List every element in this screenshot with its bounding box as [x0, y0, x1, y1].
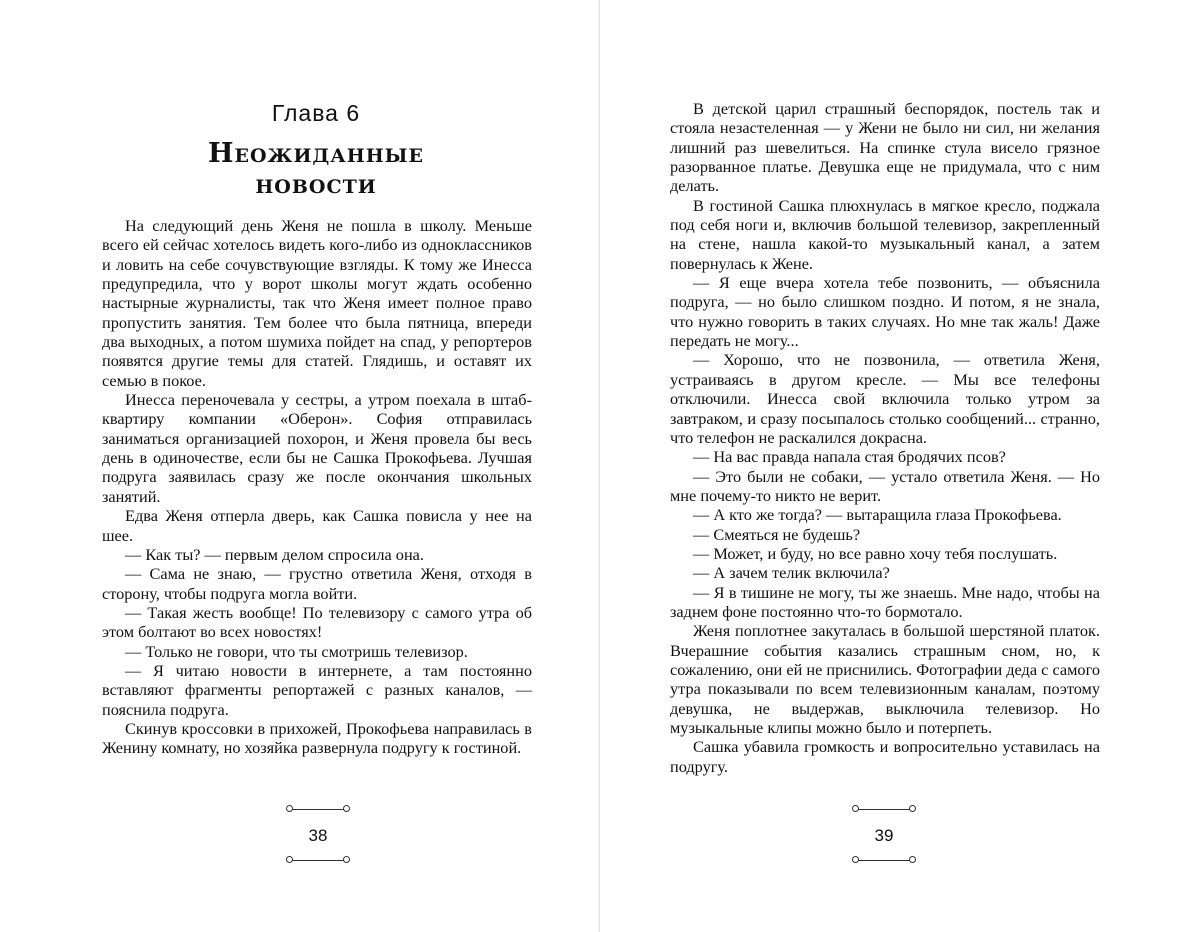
paragraph: — Я еще вчера хотела тебе позвонить, — объяснила подруга, — но было слишком поздно. И потом, я не знала, что нужно говорить в таких случаях. Но мне так жаль! Даже передать не могу... — [670, 273, 1100, 351]
paragraph: Скинув кроссовки в прихожей, Прокофьева направилась в Женину комнату, но хозяйка развернула подругу к гостиной. — [102, 718, 532, 758]
page-number-left: 38 — [308, 826, 328, 845]
page-ornament-top — [286, 805, 350, 813]
paragraph: — Я читаю новости в интернете, а там постоянно вставляют фрагменты репортажей с разных каналов, — пояснила подруга. — [102, 660, 532, 719]
page-ornament-bottom — [852, 856, 916, 864]
paragraph: — А зачем телик включила? — [693, 563, 890, 583]
paragraph: — Только не говори, что ты смотришь телевизор. — [125, 641, 468, 661]
paragraph: — Как ты? — первым делом спросила она. — [125, 544, 424, 564]
paragraph: Женя поплотнее закуталась в большой шерстяной платок. Вчерашние события казались страшным сном, но, к сожалению, они ей не приснились. Фотографии деда с самого утра показывали по всем телевизионным каналам, поэтому девушка, не выдержав, выключила телевизор. Но музыкальные клипы можно было и потерпеть. — [670, 621, 1100, 737]
page-number-right: 39 — [874, 826, 894, 845]
paragraph: — Хорошо, что не позвонила, — ответила Женя, устраиваясь в другом кресле. — Мы все телефоны отключили. Инесса свой включила только утром за завтраком, и сразу посыпалось столько сообщений... странно, что телефон не раскалился докрасна. — [670, 350, 1100, 447]
page-ornament-bottom — [286, 856, 350, 864]
paragraph: На следующий день Женя не пошла в школу. Меньше всего ей сейчас хотелось видеть кого-либо из одноклассников и ловить на себе сочувствующие взгляды. К тому же Инесса предупредила, что у ворот школы могут ждать особенно настырные журналисты, так что Женя имеет полное право пропустить занятия. Тем более что была пятница, впереди два выходных, а потом шумиха пойдет на спад, у репортеров появятся другие темы для статей. Глядишь, и оставят их семью в покое. — [102, 216, 532, 390]
paragraph: Сашка убавила громкость и вопросительно уставилась на подругу. — [670, 737, 1100, 776]
paragraph: — На вас правда напала стая бродячих псов? — [693, 447, 1006, 467]
paragraph: — Такая жесть вообще! По телевизору с самого утра об этом болтают во всех новостях! — [102, 602, 532, 642]
chapter-title-line: Неожиданные — [207, 138, 424, 169]
paragraph: Едва Женя отперла дверь, как Сашка повисла у нее на шее. — [102, 506, 532, 545]
left-page-body — [102, 216, 532, 758]
paragraph: Инесса переночевала у сестры, а утром поехала в штаб-квартиру компании «Оберон». София отправилась заниматься организацией похорон, и Женя провела бы весь день в одиночестве, если бы не Сашка Прокофьева. Лучшая подруга заявилась сразу же после окончания школьных занятий. — [102, 390, 532, 506]
paragraph: — А кто же тогда? — вытаращила глаза Прокофьева. — [693, 505, 1062, 525]
chapter-title — [0, 138, 632, 200]
page-ornament-top — [852, 805, 916, 813]
chapter-label: Глава 6 — [271, 100, 361, 126]
paragraph: — Это были не собаки, — устало ответила Женя. — Но мне почему-то никто не верит. — [670, 466, 1100, 505]
paragraph: — Смеяться не будешь? — [693, 524, 861, 544]
chapter-title-line: новости — [255, 169, 377, 200]
right-page-body — [670, 99, 1100, 776]
paragraph: — Может, и буду, но все равно хочу тебя послушать. — [693, 543, 1058, 563]
paragraph: В детской царил страшный беспорядок, постель так и стояла незастеленная — у Жени не было ни сил, ни желания лишний раз шевелиться. На спинке стула висело грязное разорванное платье. Девушка еще не придумала, что с ним делать. — [670, 99, 1100, 196]
paragraph: — Я в тишине не могу, ты же знаешь. Мне надо, чтобы на заднем фоне постоянно что-то бормотало. — [670, 582, 1100, 621]
paragraph: В гостиной Сашка плюхнулась в мягкое кресло, поджала под себя ноги и, включив большой телевизор, закрепленный на стене, нашла какой-то музыкальный канал, а затем повернулась к Жене. — [670, 195, 1100, 273]
paragraph: — Сама не знаю, — грустно ответила Женя, отходя в сторону, чтобы подруга могла войти. — [102, 564, 532, 603]
